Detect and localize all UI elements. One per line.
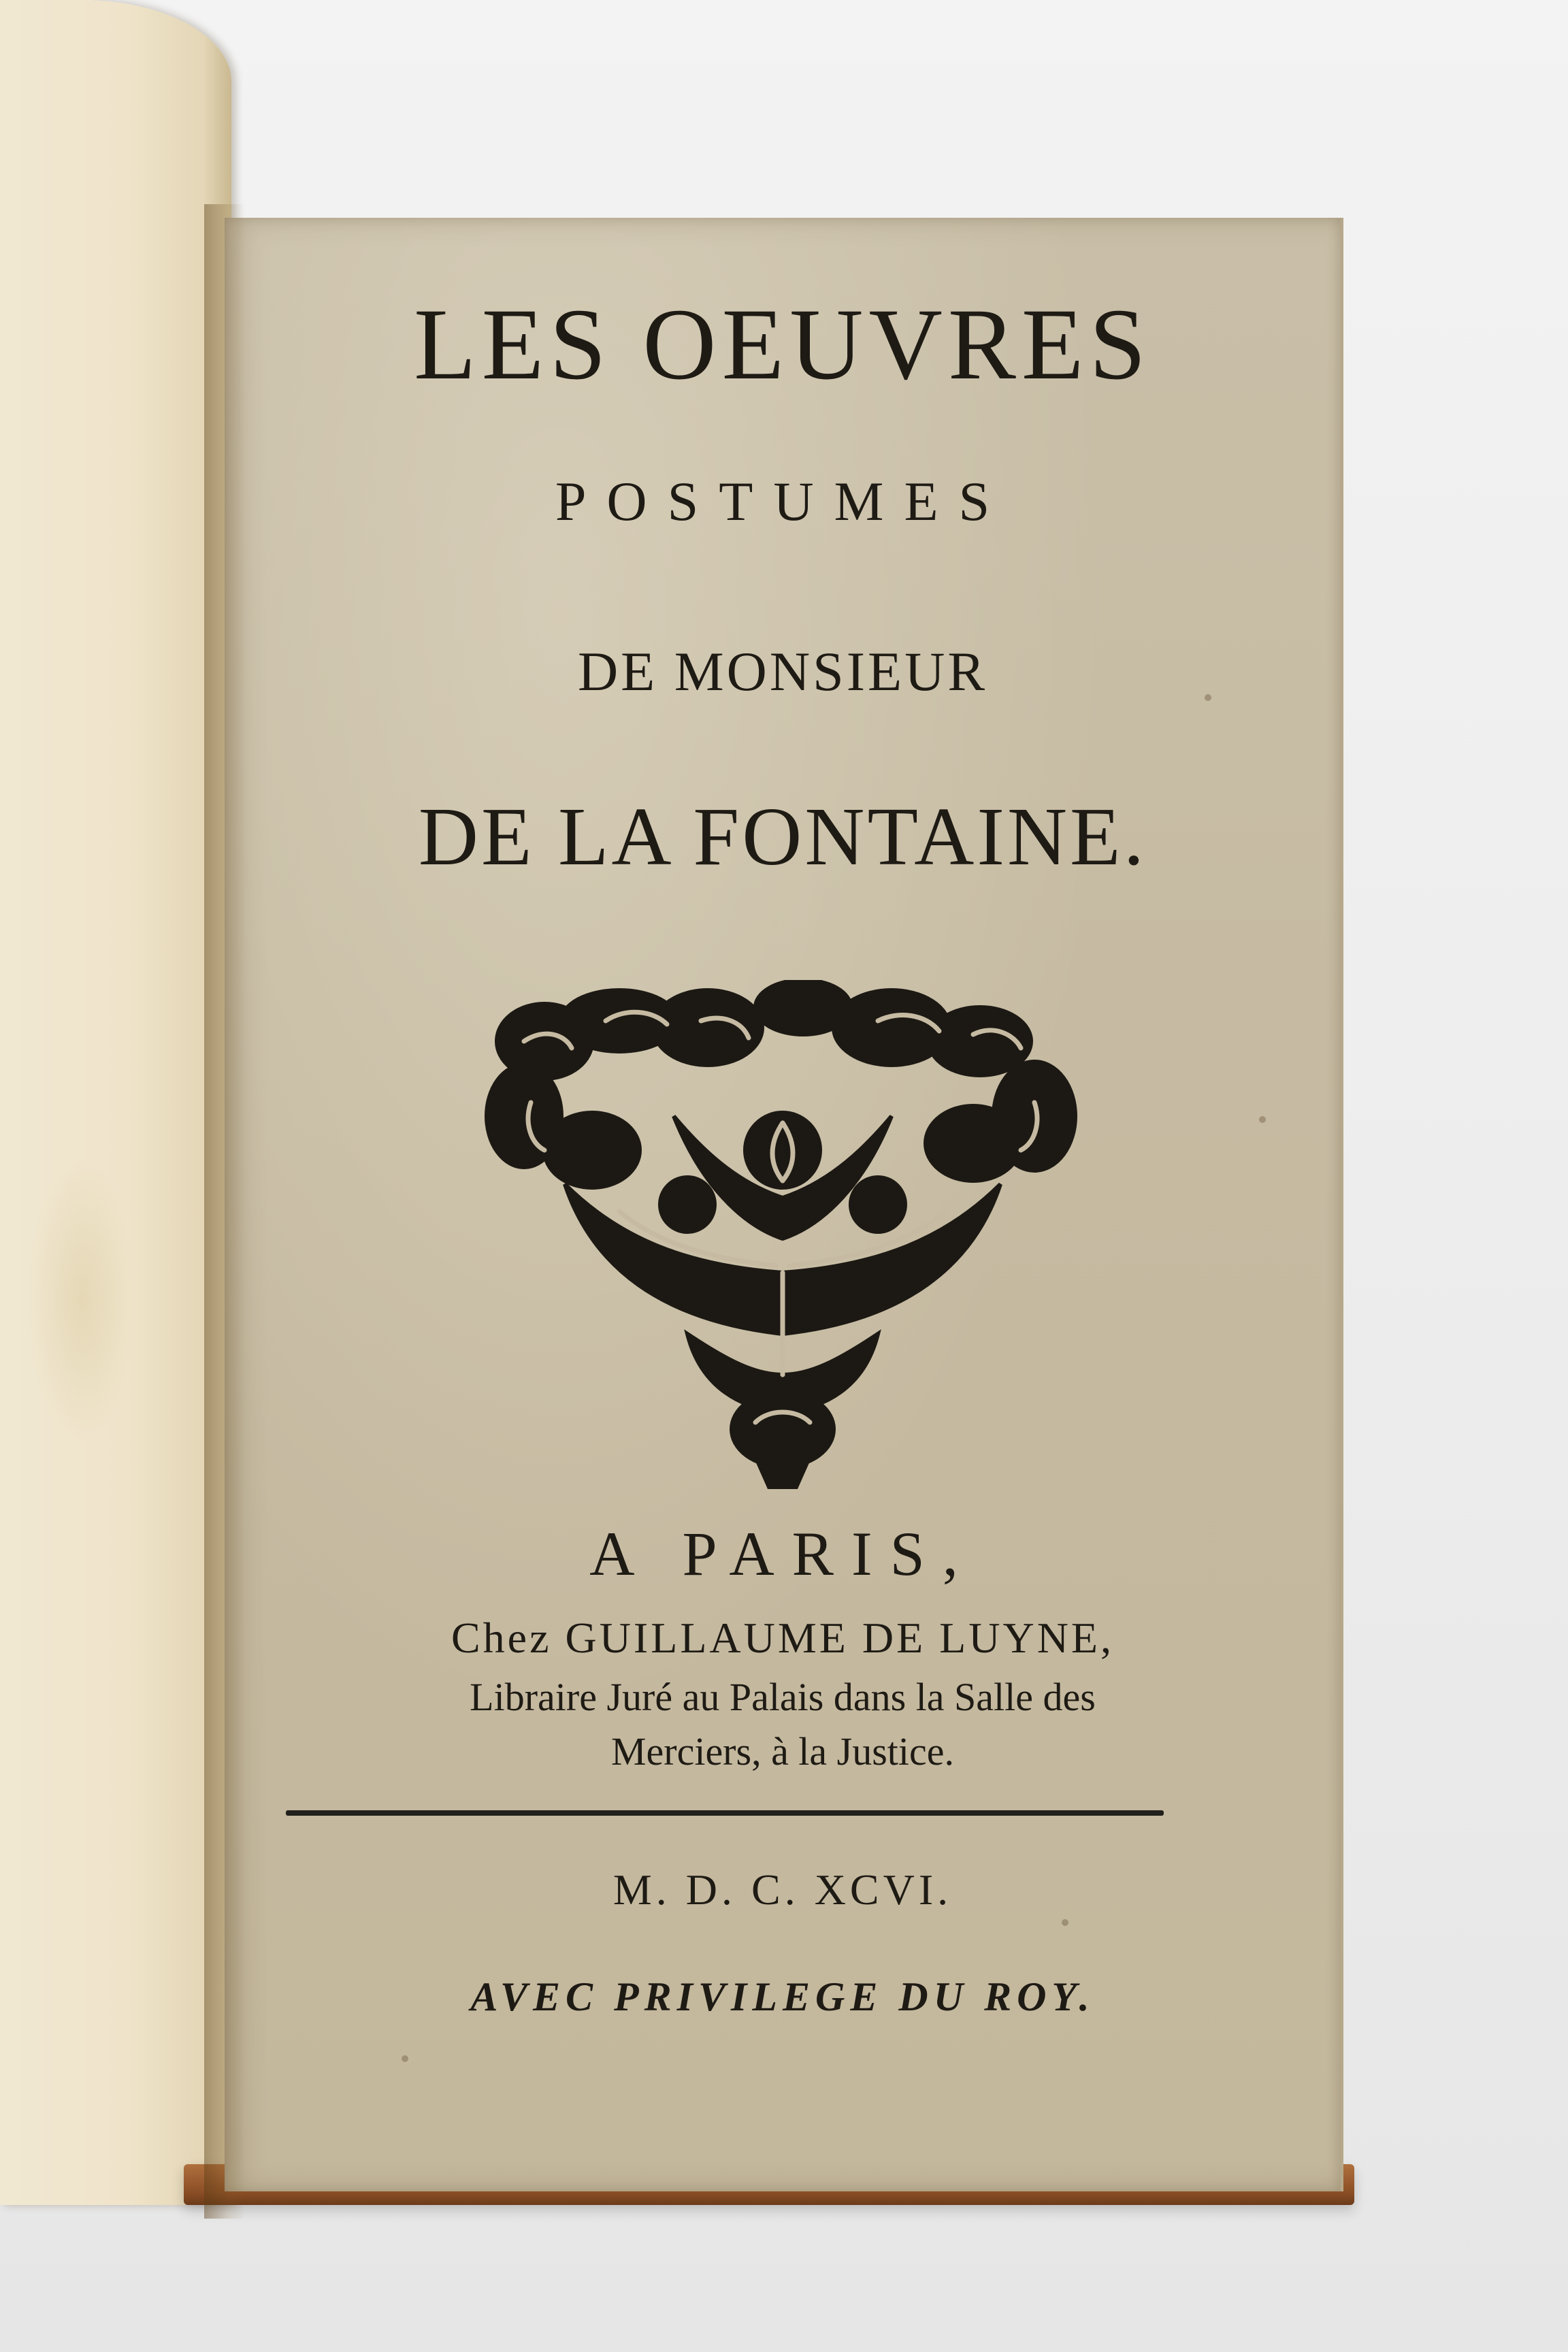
title-line-postumes: POSTUMES [555,470,1011,532]
title-line-monsieur: DE MONSIEUR [577,640,988,702]
title-line-oeuvres: LES OEUVRES [414,288,1152,401]
title-line-author: DE LA FONTAINE. [418,791,1147,883]
title-page [225,218,1343,2191]
foxing-speck [1259,1116,1266,1123]
floral-fleuron-icon [483,980,1082,1497]
imprint-address-line-1: Libraire Juré au Palais dans la Salle des [470,1675,1096,1719]
royal-privilege: AVEC PRIVILEGE DU ROY. [470,1974,1095,2019]
imprint-address-line-2: Merciers, à la Justice. [610,1729,955,1774]
foxing-speck [1062,1919,1068,1926]
imprint-publisher: Chez GUILLAUME DE LUYNE, [451,1614,1115,1662]
blank-flyleaf [0,0,231,2205]
horizontal-rule [286,1810,1164,1816]
imprint-place: A PARIS, [589,1519,976,1588]
flyleaf-stain [27,1157,136,1443]
imprint-date: M. D. C. XCVI. [612,1865,953,1914]
foxing-speck [402,2055,408,2062]
foxing-speck [1205,694,1211,701]
binding-gutter-shadow [204,204,245,2219]
